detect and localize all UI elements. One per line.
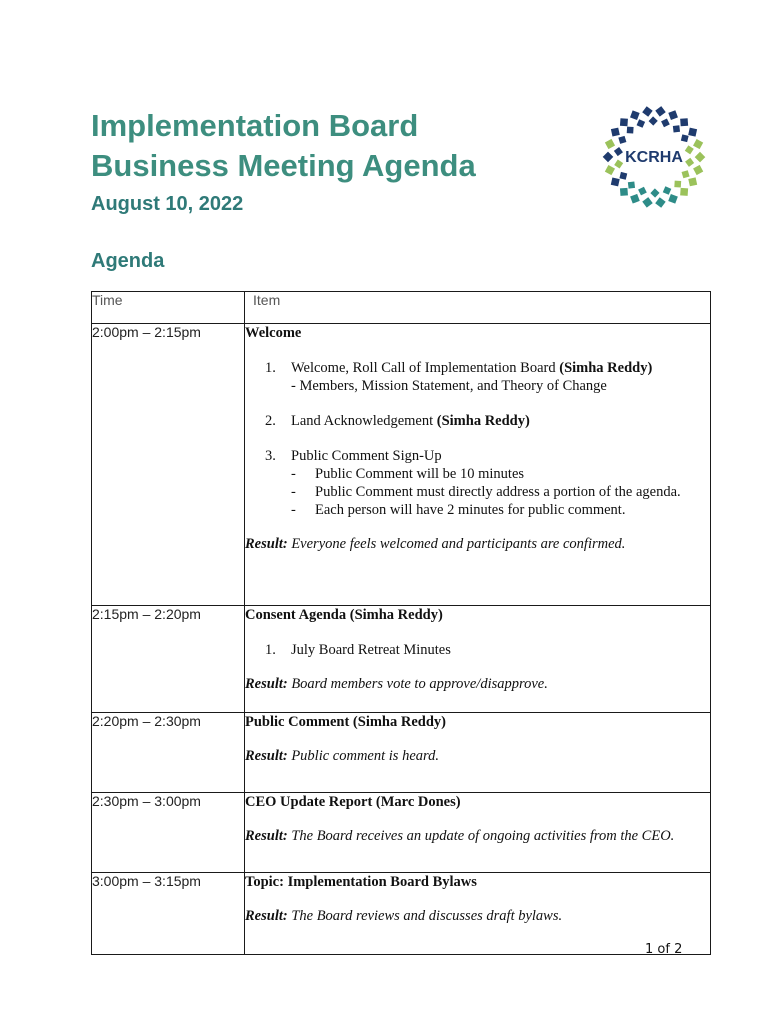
logo-square xyxy=(638,187,647,196)
logo-square xyxy=(618,136,626,144)
item-result: Result: The Board reviews and discusses draft bylaws. xyxy=(245,908,563,924)
bullet-item: - Public Comment must directly address a portion of the agenda. xyxy=(291,484,681,500)
table-row xyxy=(92,713,711,793)
logo-square xyxy=(693,165,703,175)
item-list xyxy=(245,359,710,519)
item-list xyxy=(245,641,710,659)
logo-square xyxy=(681,134,689,142)
logo-square xyxy=(680,118,688,126)
row-item xyxy=(245,324,711,606)
logo-square xyxy=(673,125,680,132)
logo-square xyxy=(668,110,678,120)
logo-square xyxy=(637,119,646,128)
logo-square xyxy=(619,172,627,180)
section-heading-agenda: Agenda xyxy=(91,250,165,272)
logo-square xyxy=(682,170,690,178)
logo-square xyxy=(611,128,620,137)
item-title: Topic: Implementation Board Bylaws xyxy=(245,874,477,890)
logo-square xyxy=(603,152,614,163)
logo-square xyxy=(630,194,640,204)
bullet-item: - Public Comment will be 10 minutes xyxy=(291,466,525,482)
logo-square xyxy=(663,186,672,195)
logo-square xyxy=(628,181,635,188)
logo-square xyxy=(605,139,615,149)
column-header-time: Time xyxy=(92,292,245,324)
logo-square xyxy=(688,128,697,137)
row-item xyxy=(245,606,711,713)
logo-square xyxy=(650,188,659,197)
logo-square xyxy=(620,188,628,196)
agenda-table xyxy=(91,291,711,955)
row-time: 2:00pm – 2:15pm xyxy=(92,324,245,606)
item-title: CEO Update Report (Marc Dones) xyxy=(245,794,461,810)
logo-square xyxy=(674,181,681,188)
logo-square xyxy=(605,165,615,175)
logo-text: KCRHA xyxy=(625,149,683,166)
item-result: Result: Public comment is heard. xyxy=(245,748,439,764)
logo-square xyxy=(642,106,652,116)
table-header-row xyxy=(92,292,711,324)
logo-square xyxy=(695,152,706,163)
list-item: 1. July Board Retreat Minutes xyxy=(265,642,451,658)
logo-square xyxy=(655,197,665,207)
logo-square xyxy=(680,188,688,196)
row-time: 2:30pm – 3:00pm xyxy=(92,793,245,873)
title-line-1: Implementation Board xyxy=(91,108,419,143)
meeting-date: August 10, 2022 xyxy=(91,193,244,215)
logo-square xyxy=(668,194,678,204)
kcrha-logo xyxy=(600,100,708,216)
logo-square xyxy=(661,119,670,128)
logo-square xyxy=(611,177,620,186)
logo-square xyxy=(614,147,623,156)
row-item xyxy=(245,873,711,955)
item-title: Public Comment (Simha Reddy) xyxy=(245,714,446,730)
logo-square xyxy=(685,158,694,167)
title-line-2: Business Meeting Agenda xyxy=(91,148,476,183)
list-item: 1. Welcome, Roll Call of Implementation Board (Simha Reddy) - Members, Mission Statement, and Theory of Change xyxy=(245,359,710,395)
logo-square xyxy=(620,118,628,126)
list-item-subline: - Members, Mission Statement, and Theory of Change xyxy=(291,378,607,394)
document-title xyxy=(91,106,571,186)
logo-square xyxy=(630,110,640,120)
logo-square xyxy=(655,106,665,116)
logo-square xyxy=(685,145,694,154)
list-item: 3. Public Comment Sign-Up - Public Comment will be 10 minutes - Public Comment must directly address a portion of the agenda. - Each person will have 2 minutes for public comment. xyxy=(245,447,710,519)
bullet-list xyxy=(267,465,710,519)
list-item: 2. Land Acknowledgement (Simha Reddy) xyxy=(265,413,530,429)
page-number: 1 of 2 xyxy=(645,942,683,957)
table-row xyxy=(92,324,711,606)
bullet-item: - Each person will have 2 minutes for public comment. xyxy=(291,502,626,518)
item-result: Result: Everyone feels welcomed and participants are confirmed. xyxy=(245,536,626,552)
item-result: Result: The Board receives an update of ongoing activities from the CEO. xyxy=(245,828,675,844)
row-time: 2:15pm – 2:20pm xyxy=(92,606,245,713)
table-row xyxy=(92,873,711,955)
table-row xyxy=(92,606,711,713)
row-item xyxy=(245,713,711,793)
logo-square xyxy=(614,160,623,169)
row-time: 3:00pm – 3:15pm xyxy=(92,873,245,955)
logo-square xyxy=(693,139,703,149)
item-title: Consent Agenda (Simha Reddy) xyxy=(245,607,443,623)
item-result: Result: Board members vote to approve/disapprove. xyxy=(245,676,548,692)
row-time: 2:20pm – 2:30pm xyxy=(92,713,245,793)
row-item xyxy=(245,793,711,873)
column-header-item: Item xyxy=(245,292,711,324)
logo-square xyxy=(688,177,697,186)
logo-square xyxy=(649,116,658,125)
logo-square xyxy=(642,197,652,207)
item-title: Welcome xyxy=(245,325,302,341)
logo-square xyxy=(627,127,634,134)
table-row xyxy=(92,793,711,873)
